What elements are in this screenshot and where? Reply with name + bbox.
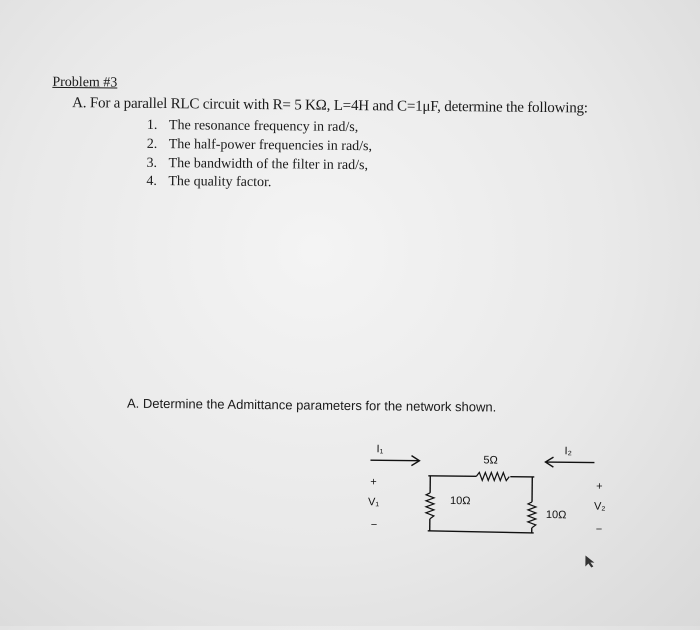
- v1-minus: −: [371, 519, 378, 531]
- part-a-statement: A. For a parallel RLC circuit with R= 5 KΩ, L=4H and C=1μF, determine the following:: [72, 95, 588, 117]
- shunt-right-label: 10Ω: [546, 509, 567, 521]
- series-resistor-5ohm: [476, 472, 509, 480]
- v1-plus: +: [370, 476, 377, 488]
- v1-label: V₁: [368, 496, 379, 508]
- list-item-number: 1.: [147, 118, 169, 134]
- i1-arrow: [370, 455, 419, 466]
- v2-label: V₂: [594, 501, 606, 513]
- series-resistor-label: 5Ω: [483, 454, 497, 466]
- shunt-resistor-left: [426, 493, 434, 519]
- i2-label: I₂: [565, 445, 572, 457]
- mouse-pointer-icon: [583, 554, 595, 568]
- v2-minus: −: [596, 524, 603, 536]
- list-item-number: 4.: [146, 174, 168, 190]
- i1-label: I₁: [377, 443, 384, 455]
- v2-plus: +: [596, 481, 603, 493]
- list-item-text: The quality factor.: [168, 174, 271, 190]
- i2-arrow: [545, 457, 594, 468]
- part-b-statement: A. Determine the Admittance parameters for the network shown.: [127, 396, 496, 415]
- list-item-text: The resonance frequency in rad/s,: [169, 118, 358, 135]
- problem-title: Problem #3: [52, 75, 117, 92]
- shunt-left-label: 10Ω: [450, 495, 471, 507]
- circuit-wires: [428, 476, 535, 533]
- shunt-resistor-right: [528, 502, 536, 528]
- list-item-text: The half-power frequencies in rad/s,: [169, 137, 372, 154]
- list-item-number: 2.: [147, 137, 169, 153]
- list-item-number: 3.: [146, 156, 168, 172]
- list-item-text: The bandwidth of the filter in rad/s,: [168, 156, 368, 173]
